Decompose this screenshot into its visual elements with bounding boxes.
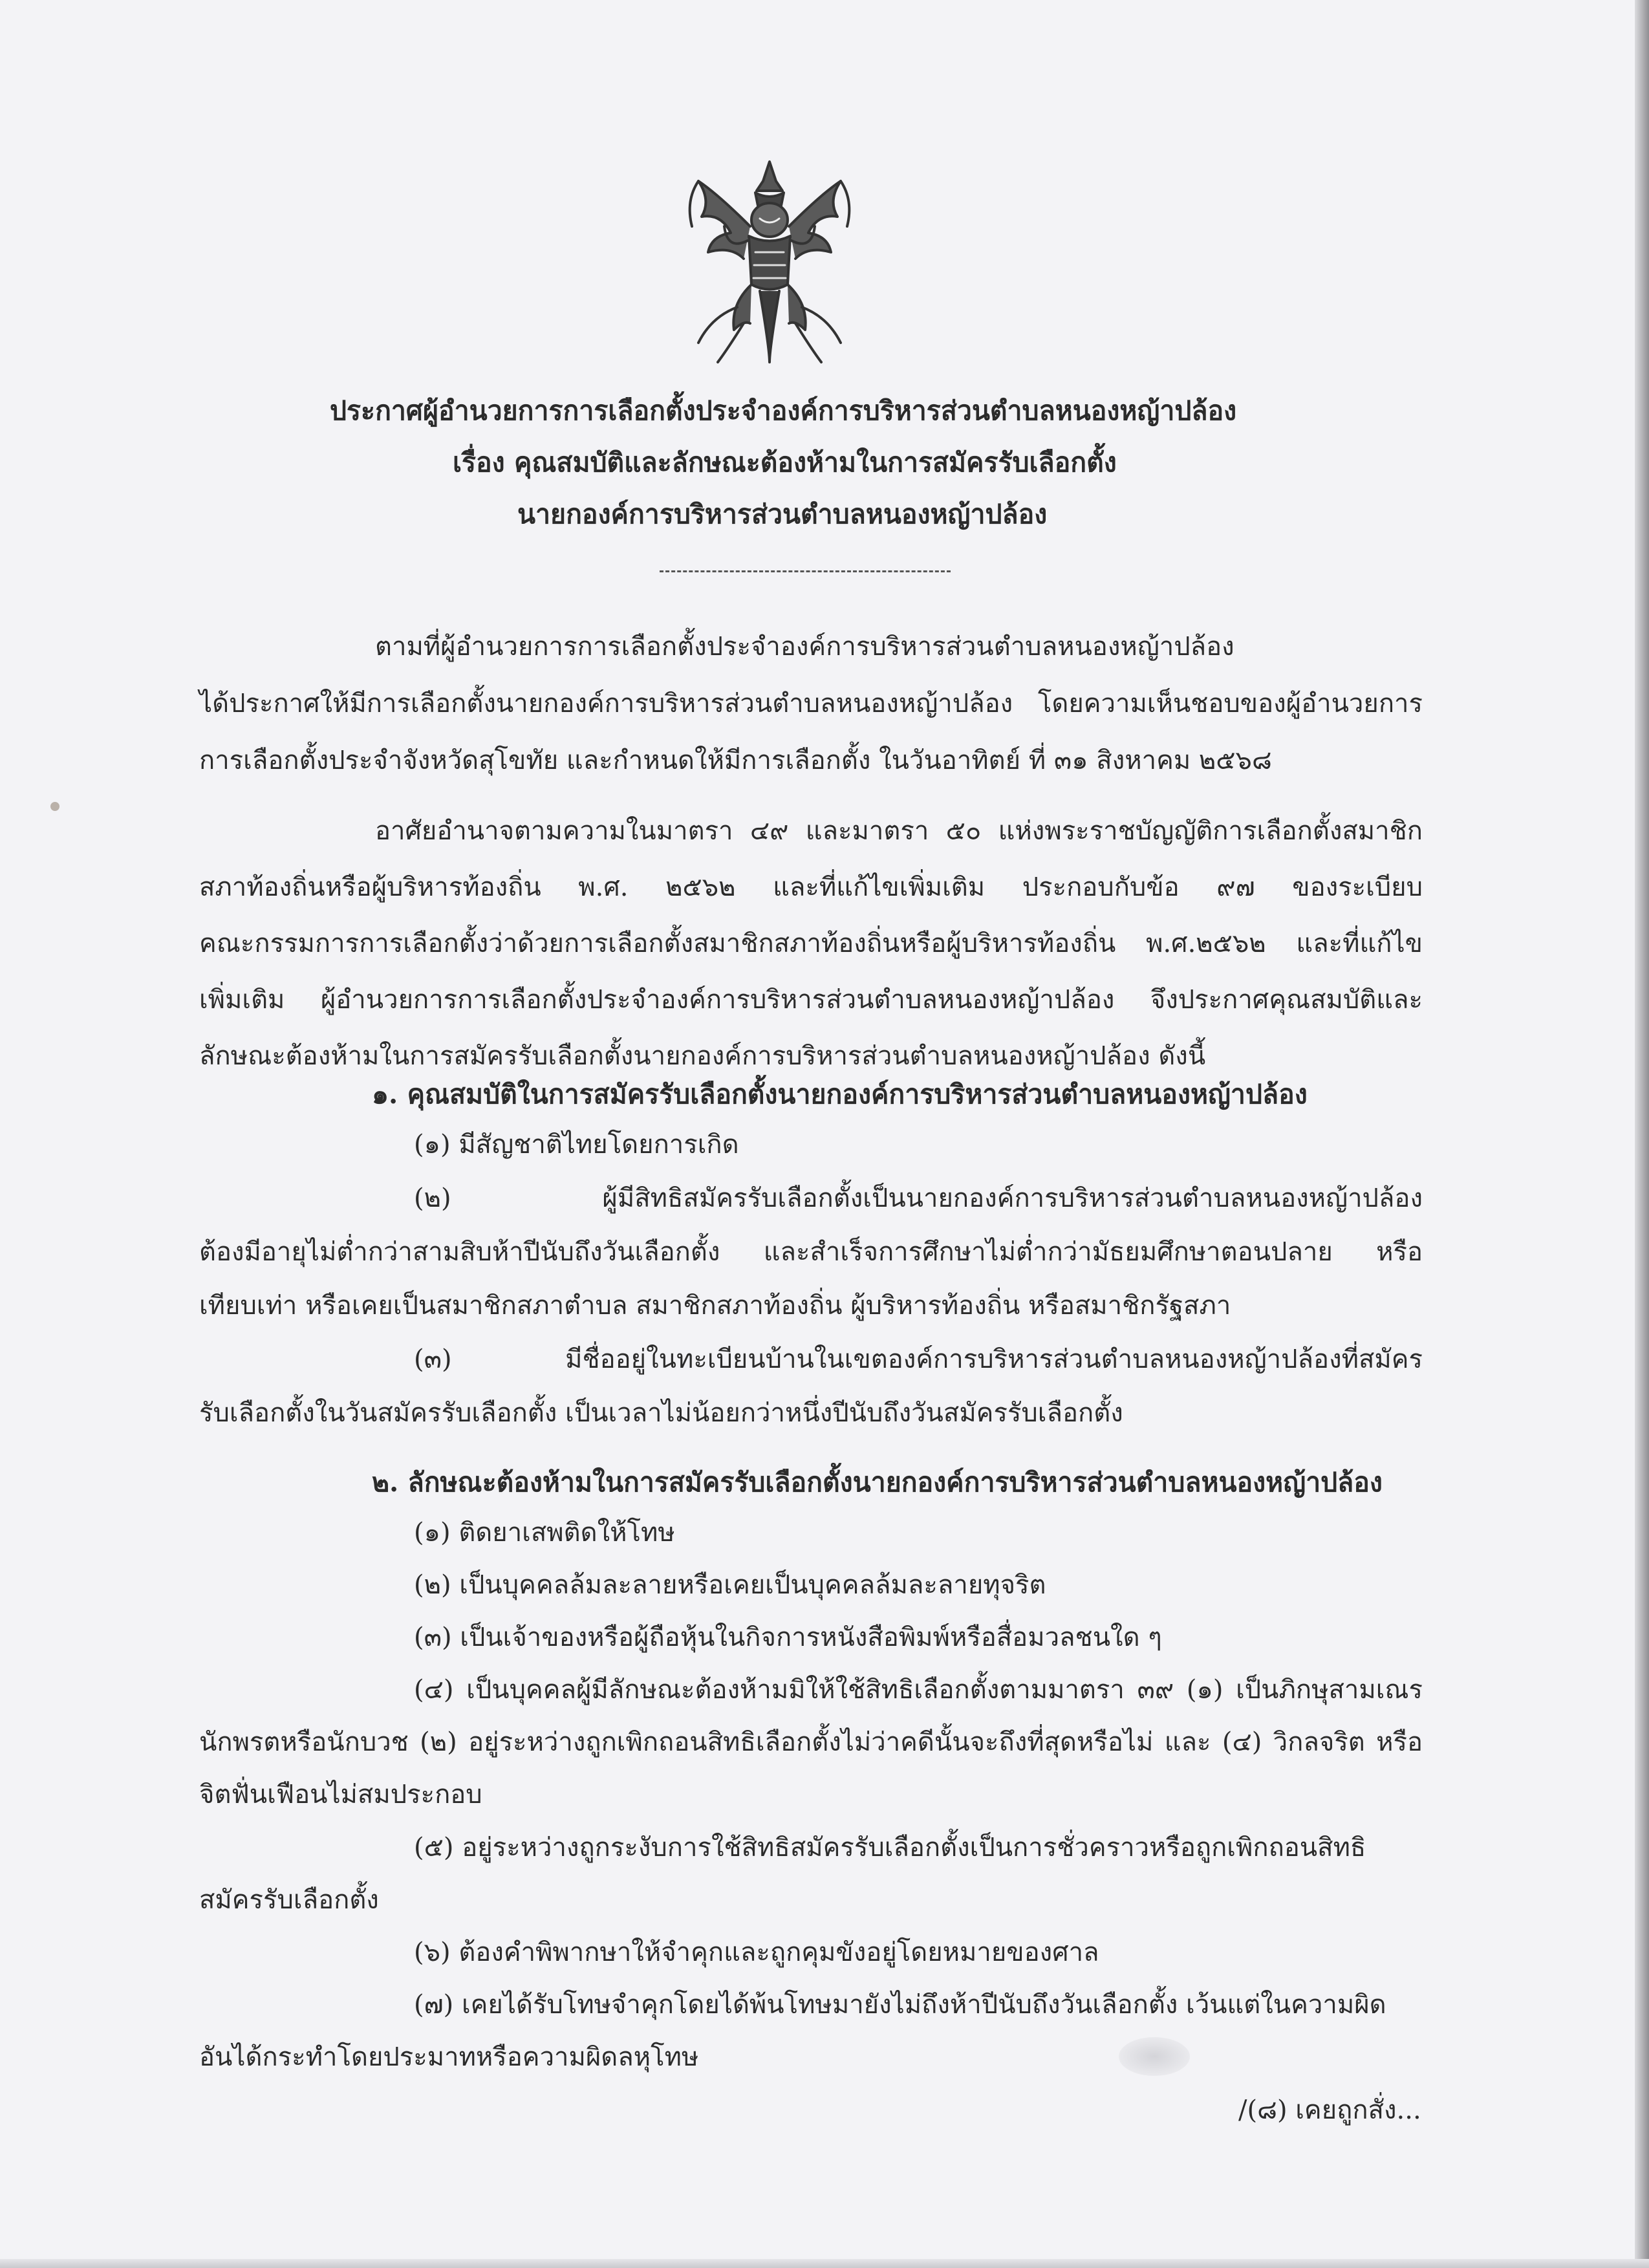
section2-item-4-line-3: จิตฟั่นเฟือนไม่สมประกอบ: [199, 1780, 482, 1809]
section1-item-2-line-2: ต้องมีอายุไม่ต่ำกว่าสามสิบห้าปีนับถึงวันเลือกตั้ง และสำเร็จการศึกษาไม่ต่ำกว่ามัธยมศึกษาตอนปลาย หรือ: [199, 1237, 1423, 1267]
section1-item-2-line-1: (๒) ผู้มีสิทธิสมัครรับเลือกตั้งเป็นนายกองค์การบริหารส่วนตำบลหนองหญ้าปล้อง: [414, 1183, 1423, 1213]
section2-item-1: (๑) ติดยาเสพติดให้โทษ: [414, 1518, 675, 1548]
garuda-emblem-icon: [673, 155, 867, 369]
section1-item-1: (๑) มีสัญชาติไทยโดยการเกิด: [414, 1130, 739, 1160]
continuation-note: /(๘) เคยถูกสั่ง...: [1238, 2095, 1421, 2125]
scan-speck: [50, 802, 59, 811]
section2-item-7-line-2: อันได้กระทำโดยประมาทหรือความผิดลหุโทษ: [199, 2042, 699, 2072]
scan-edge-right: [1635, 0, 1649, 2268]
scan-edge-bottom: [0, 2259, 1649, 2268]
section2-heading: ๒. ลักษณะต้องห้ามในการสมัครรับเลือกตั้งนายกองค์การบริหารส่วนตำบลหนองหญ้าปล้อง: [372, 1467, 1383, 1498]
para2-line-2: สภาท้องถิ่นหรือผู้บริหารท้องถิ่น พ.ศ. ๒๕๖๒ และที่แก้ไขเพิ่มเติม ประกอบกับข้อ ๙๗ ของระเบียบ: [199, 872, 1423, 902]
section1-heading: ๑. คุณสมบัติในการสมัครรับเลือกตั้งนายกองค์การบริหารส่วนตำบลหนองหญ้าปล้อง: [372, 1079, 1308, 1110]
section2-item-3: (๓) เป็นเจ้าของหรือผู้ถือหุ้นในกิจการหนังสือพิมพ์หรือสื่อมวลชนใด ๆ: [414, 1623, 1162, 1652]
section2-item-5-line-2: สมัครรับเลือกตั้ง: [199, 1885, 379, 1915]
section1-item-3-line-2: รับเลือกตั้งในวันสมัครรับเลือกตั้ง เป็นเวลาไม่น้อยกว่าหนึ่งปีนับถึงวันสมัครรับเลือกตั้ง: [199, 1398, 1123, 1428]
para2-line-4: เพิ่มเติม ผู้อำนวยการการเลือกตั้งประจำองค์การบริหารส่วนตำบลหนองหญ้าปล้อง จึงประกาศคุณสมบัติและ: [199, 985, 1423, 1015]
section1-item-2-line-3: เทียบเท่า หรือเคยเป็นสมาชิกสภาตำบล สมาชิกสภาท้องถิ่น ผู้บริหารท้องถิ่น หรือสมาชิกรัฐสภา: [199, 1291, 1231, 1321]
para2-line-1: อาศัยอำนาจตามความในมาตรา ๔๙ และมาตรา ๕๐ แห่งพระราชบัญญัติการเลือกตั้งสมาชิก: [375, 816, 1423, 846]
title-line-2: เรื่อง คุณสมบัติและลักษณะต้องห้ามในการสมัครรับเลือกตั้ง: [453, 447, 1117, 478]
para1-line-3: การเลือกตั้งประจำจังหวัดสุโขทัย และกำหนดให้มีการเลือกตั้ง ในวันอาทิตย์ ที่ ๓๑ สิงหาคม ๒๕๖๘: [199, 746, 1272, 775]
scan-smudge: [1119, 2037, 1190, 2076]
para1-line-2: ได้ประกาศให้มีการเลือกตั้งนายกองค์การบริหารส่วนตำบลหนองหญ้าปล้อง โดยความเห็นชอบของผู้อำนวยการ: [199, 689, 1423, 718]
para2-line-3: คณะกรรมการการเลือกตั้งว่าด้วยการเลือกตั้งสมาชิกสภาท้องถิ่นหรือผู้บริหารท้องถิ่น พ.ศ.๒๕๖๒ และที่แก้ไข: [199, 929, 1423, 958]
para2-line-5: ลักษณะต้องห้ามในการสมัครรับเลือกตั้งนายกองค์การบริหารส่วนตำบลหนองหญ้าปล้อง ดังนี้: [199, 1041, 1206, 1071]
para1-line-1: ตามที่ผู้อำนวยการการเลือกตั้งประจำองค์การบริหารส่วนตำบลหนองหญ้าปล้อง: [375, 632, 1234, 662]
section1-item-3-line-1: (๓) มีชื่ออยู่ในทะเบียนบ้านในเขตองค์การบริหารส่วนตำบลหนองหญ้าปล้องที่สมัคร: [414, 1345, 1423, 1374]
section2-item-6: (๖) ต้องคำพิพากษาให้จำคุกและถูกคุมขังอยู่โดยหมายของศาล: [414, 1938, 1099, 1967]
section2-item-4-line-2: นักพรตหรือนักบวช (๒) อยู่ระหว่างถูกเพิกถอนสิทธิเลือกตั้งไม่ว่าคดีนั้นจะถึงที่สุดหรือไม่ และ (๔) วิกลจริต หรือ: [199, 1727, 1423, 1757]
title-line-3: นายกองค์การบริหารส่วนตำบลหนองหญ้าปล้อง: [517, 499, 1048, 530]
section2-item-7-line-1: (๗) เคยได้รับโทษจำคุกโดยได้พ้นโทษมายังไม่ถึงห้าปีนับถึงวันเลือกตั้ง เว้นแต่ในความผิด: [414, 1990, 1386, 2020]
section2-item-5-line-1: (๕) อยู่ระหว่างถูกระงับการใช้สิทธิสมัครรับเลือกตั้งเป็นการชั่วคราวหรือถูกเพิกถอนสิทธิ: [414, 1833, 1366, 1863]
title-line-1: ประกาศผู้อำนวยการการเลือกตั้งประจำองค์การบริหารส่วนตำบลหนองหญ้าปล้อง: [330, 395, 1237, 426]
section2-item-2: (๒) เป็นบุคคลล้มละลายหรือเคยเป็นบุคคลล้มละลายทุจริต: [414, 1570, 1046, 1600]
section2-item-4-line-1: (๔) เป็นบุคคลผู้มีลักษณะต้องห้ามมิให้ใช้สิทธิเลือกตั้งตามมาตรา ๓๙ (๑) เป็นภิกษุสามเณร: [414, 1675, 1423, 1705]
title-separator: [660, 570, 951, 572]
